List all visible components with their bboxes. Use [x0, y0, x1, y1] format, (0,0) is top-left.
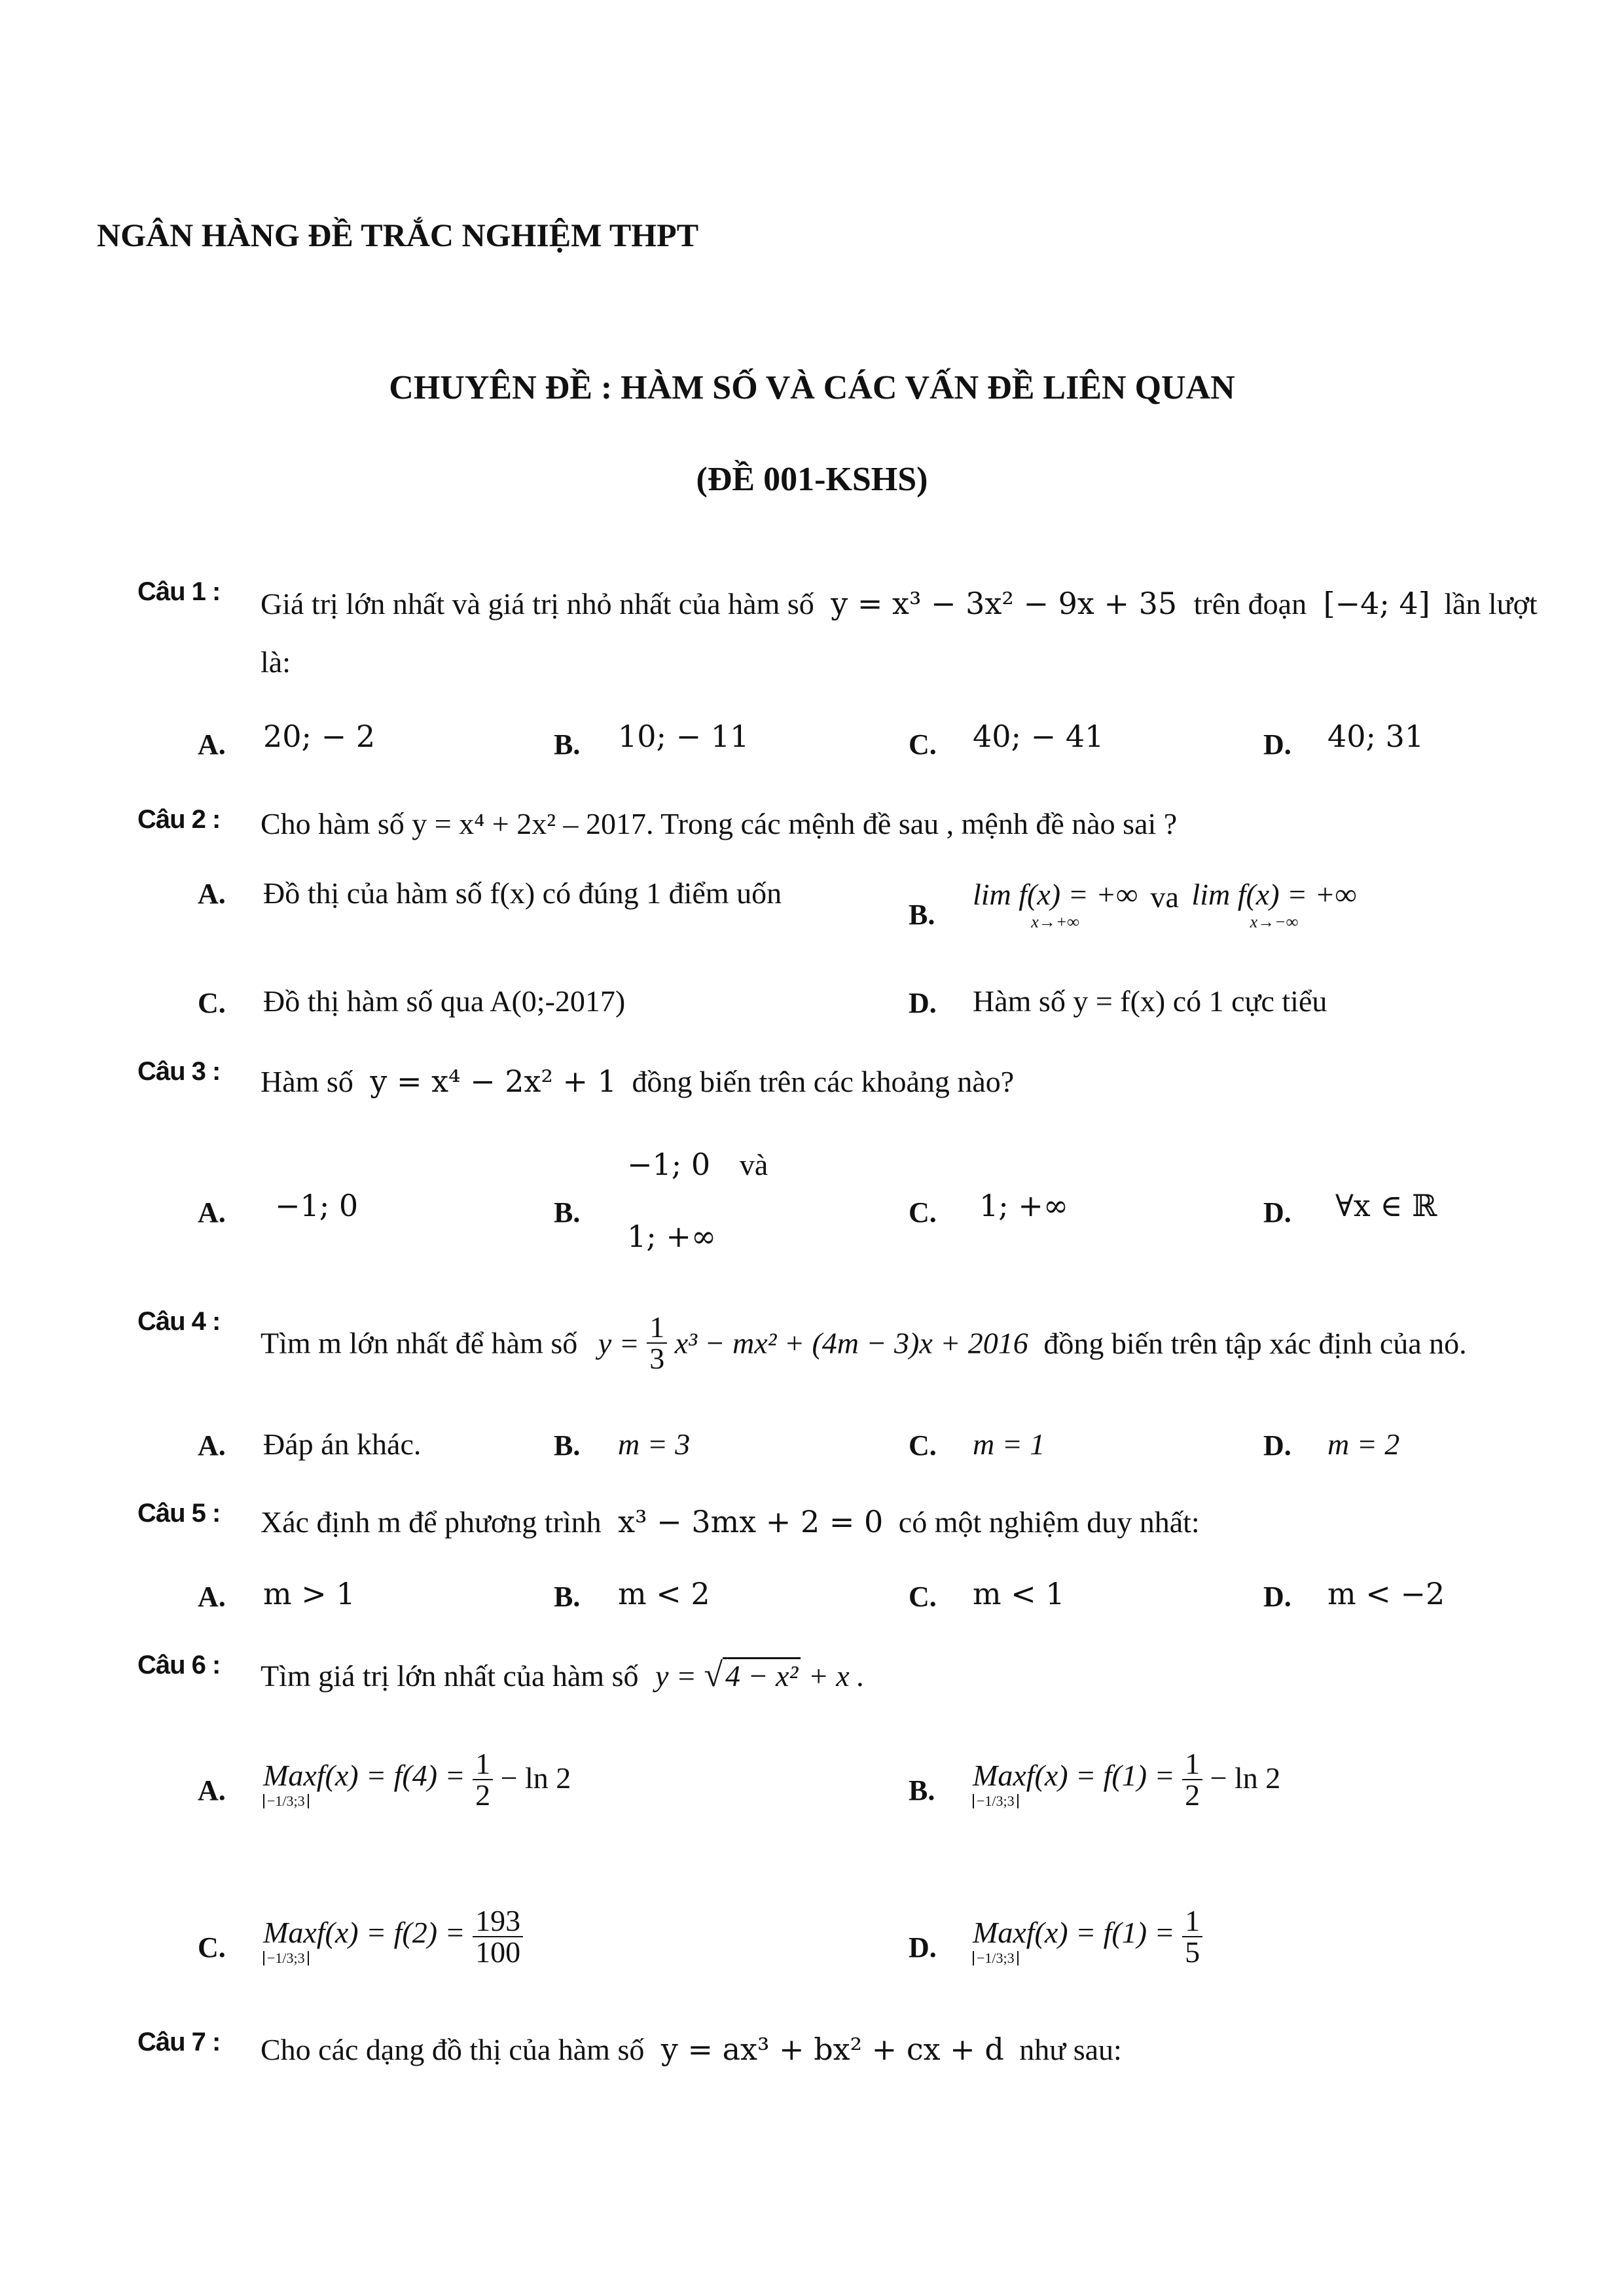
question-6-option-d[interactable]: Maxf(x) = f(1) = −1/3;3 $\frac{1}{5}$ — [973, 1918, 1202, 1967]
question-5-option-d-letter[interactable]: D. — [1263, 1581, 1291, 1613]
question-5-option-a-letter[interactable]: A. — [198, 1581, 226, 1613]
question-5-option-c[interactable]: m < 1 — [973, 1576, 1065, 1611]
question-5-formula: x³ − 3mx + 2 = 0 — [618, 1504, 884, 1539]
question-3-formula: y = x⁴ − 2x² + 1 — [370, 1064, 617, 1099]
question-6-option-c-letter[interactable]: C. — [198, 1931, 226, 1964]
question-2-option-b[interactable] — [973, 880, 1356, 931]
question-4-option-a[interactable]: Đáp án khác. — [263, 1427, 422, 1461]
question-3-option-a-letter[interactable]: A. — [198, 1196, 226, 1229]
bank-title: NGÂN HÀNG ĐỀ TRẮC NGHIỆM THPT — [97, 217, 699, 253]
question-6-option-b[interactable]: Maxf(x) = f(1) = −1/3;3 $\frac{1}{2}$ − ln 2 — [973, 1747, 1281, 1812]
question-3-label: Câu 3 : — [137, 1057, 221, 1086]
question-2-option-c-letter[interactable]: C. — [198, 987, 226, 1019]
question-1-option-b[interactable]: 10; − 11 — [618, 719, 749, 754]
question-1-option-c-letter[interactable]: C. — [909, 728, 937, 761]
question-6-option-a-letter[interactable]: A. — [198, 1774, 226, 1806]
question-3-option-d[interactable]: ∀x ∈ ℝ — [1335, 1188, 1437, 1223]
question-1-option-a-letter[interactable]: A. — [198, 728, 226, 761]
question-4-fraction: $\frac{1}{3}$ — [647, 1312, 667, 1374]
question-1-formula: y = x³ − 3x² − 9x + 35 — [831, 586, 1178, 621]
question-6-option-d-letter[interactable]: D. — [909, 1931, 937, 1964]
question-6-option-a[interactable]: Maxf(x) = f(4) = −1/3;3 $\frac{1}{2}$ − ln 2 — [263, 1747, 571, 1812]
question-2-option-b-connector: va — [1150, 880, 1179, 914]
question-4-text: Tìm m lớn nhất để hàm số y = $\frac{1}{3}$ x³ − mx² + (4m − 3)x + 2016 đồng biến trên tập xác định của nó. — [261, 1310, 1467, 1375]
question-4-option-a-letter[interactable]: A. — [198, 1429, 226, 1462]
exam-code: (ĐỀ 001-KSHS) — [696, 461, 928, 498]
question-5-text: Xác định m để phương trình x³ − 3mx + 2 = 0 có một nghiệm duy nhất: — [261, 1504, 1200, 1539]
question-3-option-c[interactable]: 1; +∞ — [979, 1188, 1069, 1223]
question-3-option-a[interactable]: −1; 0 — [275, 1188, 359, 1223]
question-2-option-b-letter[interactable]: B. — [909, 899, 935, 931]
question-2-option-d[interactable]: Hàm số y = f(x) có 1 cực tiểu — [973, 984, 1327, 1018]
sqrt-icon: √ — [704, 1657, 723, 1694]
question-5-option-b-letter[interactable]: B. — [554, 1581, 581, 1613]
question-2-option-c[interactable]: Đồ thị hàm số qua A(0;-2017) — [263, 984, 626, 1018]
question-1-option-c[interactable]: 40; − 41 — [973, 719, 1104, 754]
question-7-label: Câu 7 : — [137, 2028, 221, 2056]
question-1-option-d[interactable]: 40; 31 — [1327, 719, 1424, 754]
question-3-option-b-line1[interactable]: −1; 0 và — [627, 1147, 768, 1182]
question-2-option-b-lim1: lim f(x) = +∞ — [973, 878, 1138, 911]
question-4-option-b-letter[interactable]: B. — [554, 1429, 581, 1462]
question-1-text-line2: là: — [261, 645, 291, 679]
question-2-text: Cho hàm số y = x⁴ + 2x² – 2017. Trong các mệnh đề sau , mệnh đề nào sai ? — [261, 807, 1178, 840]
question-3-option-c-letter[interactable]: C. — [909, 1196, 937, 1229]
question-5-option-d[interactable]: m < −2 — [1327, 1576, 1445, 1611]
question-2-option-b-lim1-sub: x→+∞ — [1031, 912, 1079, 931]
question-5-label: Câu 5 : — [137, 1499, 221, 1528]
question-3-text: Hàm số y = x⁴ − 2x² + 1 đồng biến trên các khoảng nào? — [261, 1064, 1015, 1099]
question-1-option-d-letter[interactable]: D. — [1263, 728, 1291, 761]
question-7-formula: y = ax³ + bx² + cx + d — [660, 2032, 1004, 2067]
question-4-label: Câu 4 : — [137, 1307, 221, 1336]
question-1-option-a[interactable]: 20; − 2 — [263, 719, 376, 754]
question-6-option-c[interactable]: Maxf(x) = f(2) = −1/3;3 $\frac{193}{100}$ — [263, 1918, 523, 1967]
question-2-option-a[interactable]: Đồ thị của hàm số f(x) có đúng 1 điểm uốn — [263, 876, 782, 910]
question-1-option-b-letter[interactable]: B. — [554, 728, 581, 761]
question-4-option-b[interactable]: m = 3 — [618, 1427, 691, 1461]
question-6-option-b-letter[interactable]: B. — [909, 1774, 935, 1806]
question-6-text: Tìm giá trị lớn nhất của hàm số y = √4 − x² + x . — [261, 1657, 865, 1694]
question-4-option-c[interactable]: m = 1 — [973, 1427, 1045, 1461]
question-3-option-b-line2[interactable]: 1; +∞ — [627, 1219, 717, 1254]
question-5-option-c-letter[interactable]: C. — [909, 1581, 937, 1613]
question-2-option-d-letter[interactable]: D. — [909, 987, 937, 1019]
topic-title: CHUYÊN ĐỀ : HÀM SỐ VÀ CÁC VẤN ĐỀ LIÊN QUAN — [389, 369, 1235, 406]
question-3-option-b-letter[interactable]: B. — [554, 1196, 581, 1229]
question-4-option-d[interactable]: m = 2 — [1327, 1427, 1400, 1461]
question-4-option-d-letter[interactable]: D. — [1263, 1429, 1291, 1462]
question-4-option-c-letter[interactable]: C. — [909, 1429, 937, 1462]
question-1-text: Giá trị lớn nhất và giá trị nhỏ nhất của hàm số y = x³ − 3x² − 9x + 35 trên đoạn [−4; 4] lần lượt — [261, 586, 1538, 621]
question-2-label: Câu 2 : — [137, 805, 221, 834]
question-6-sqrt: 4 − x² — [723, 1657, 801, 1693]
question-5-option-b[interactable]: m < 2 — [618, 1576, 710, 1611]
question-6-label: Câu 6 : — [137, 1651, 221, 1679]
question-2-option-b-lim2: lim f(x) = +∞ — [1191, 878, 1357, 911]
question-1-interval: [−4; 4] — [1323, 586, 1430, 621]
question-2-option-b-lim2-sub: x→−∞ — [1250, 912, 1299, 931]
question-3-option-d-letter[interactable]: D. — [1263, 1196, 1291, 1229]
question-1-label: Câu 1 : — [137, 577, 221, 606]
question-5-option-a[interactable]: m > 1 — [263, 1576, 355, 1611]
question-7-text: Cho các dạng đồ thị của hàm số y = ax³ + bx² + cx + d như sau: — [261, 2032, 1122, 2067]
question-4-formula: x³ − mx² + (4m − 3)x + 2016 — [674, 1326, 1028, 1360]
question-2-option-a-letter[interactable]: A. — [198, 878, 226, 910]
